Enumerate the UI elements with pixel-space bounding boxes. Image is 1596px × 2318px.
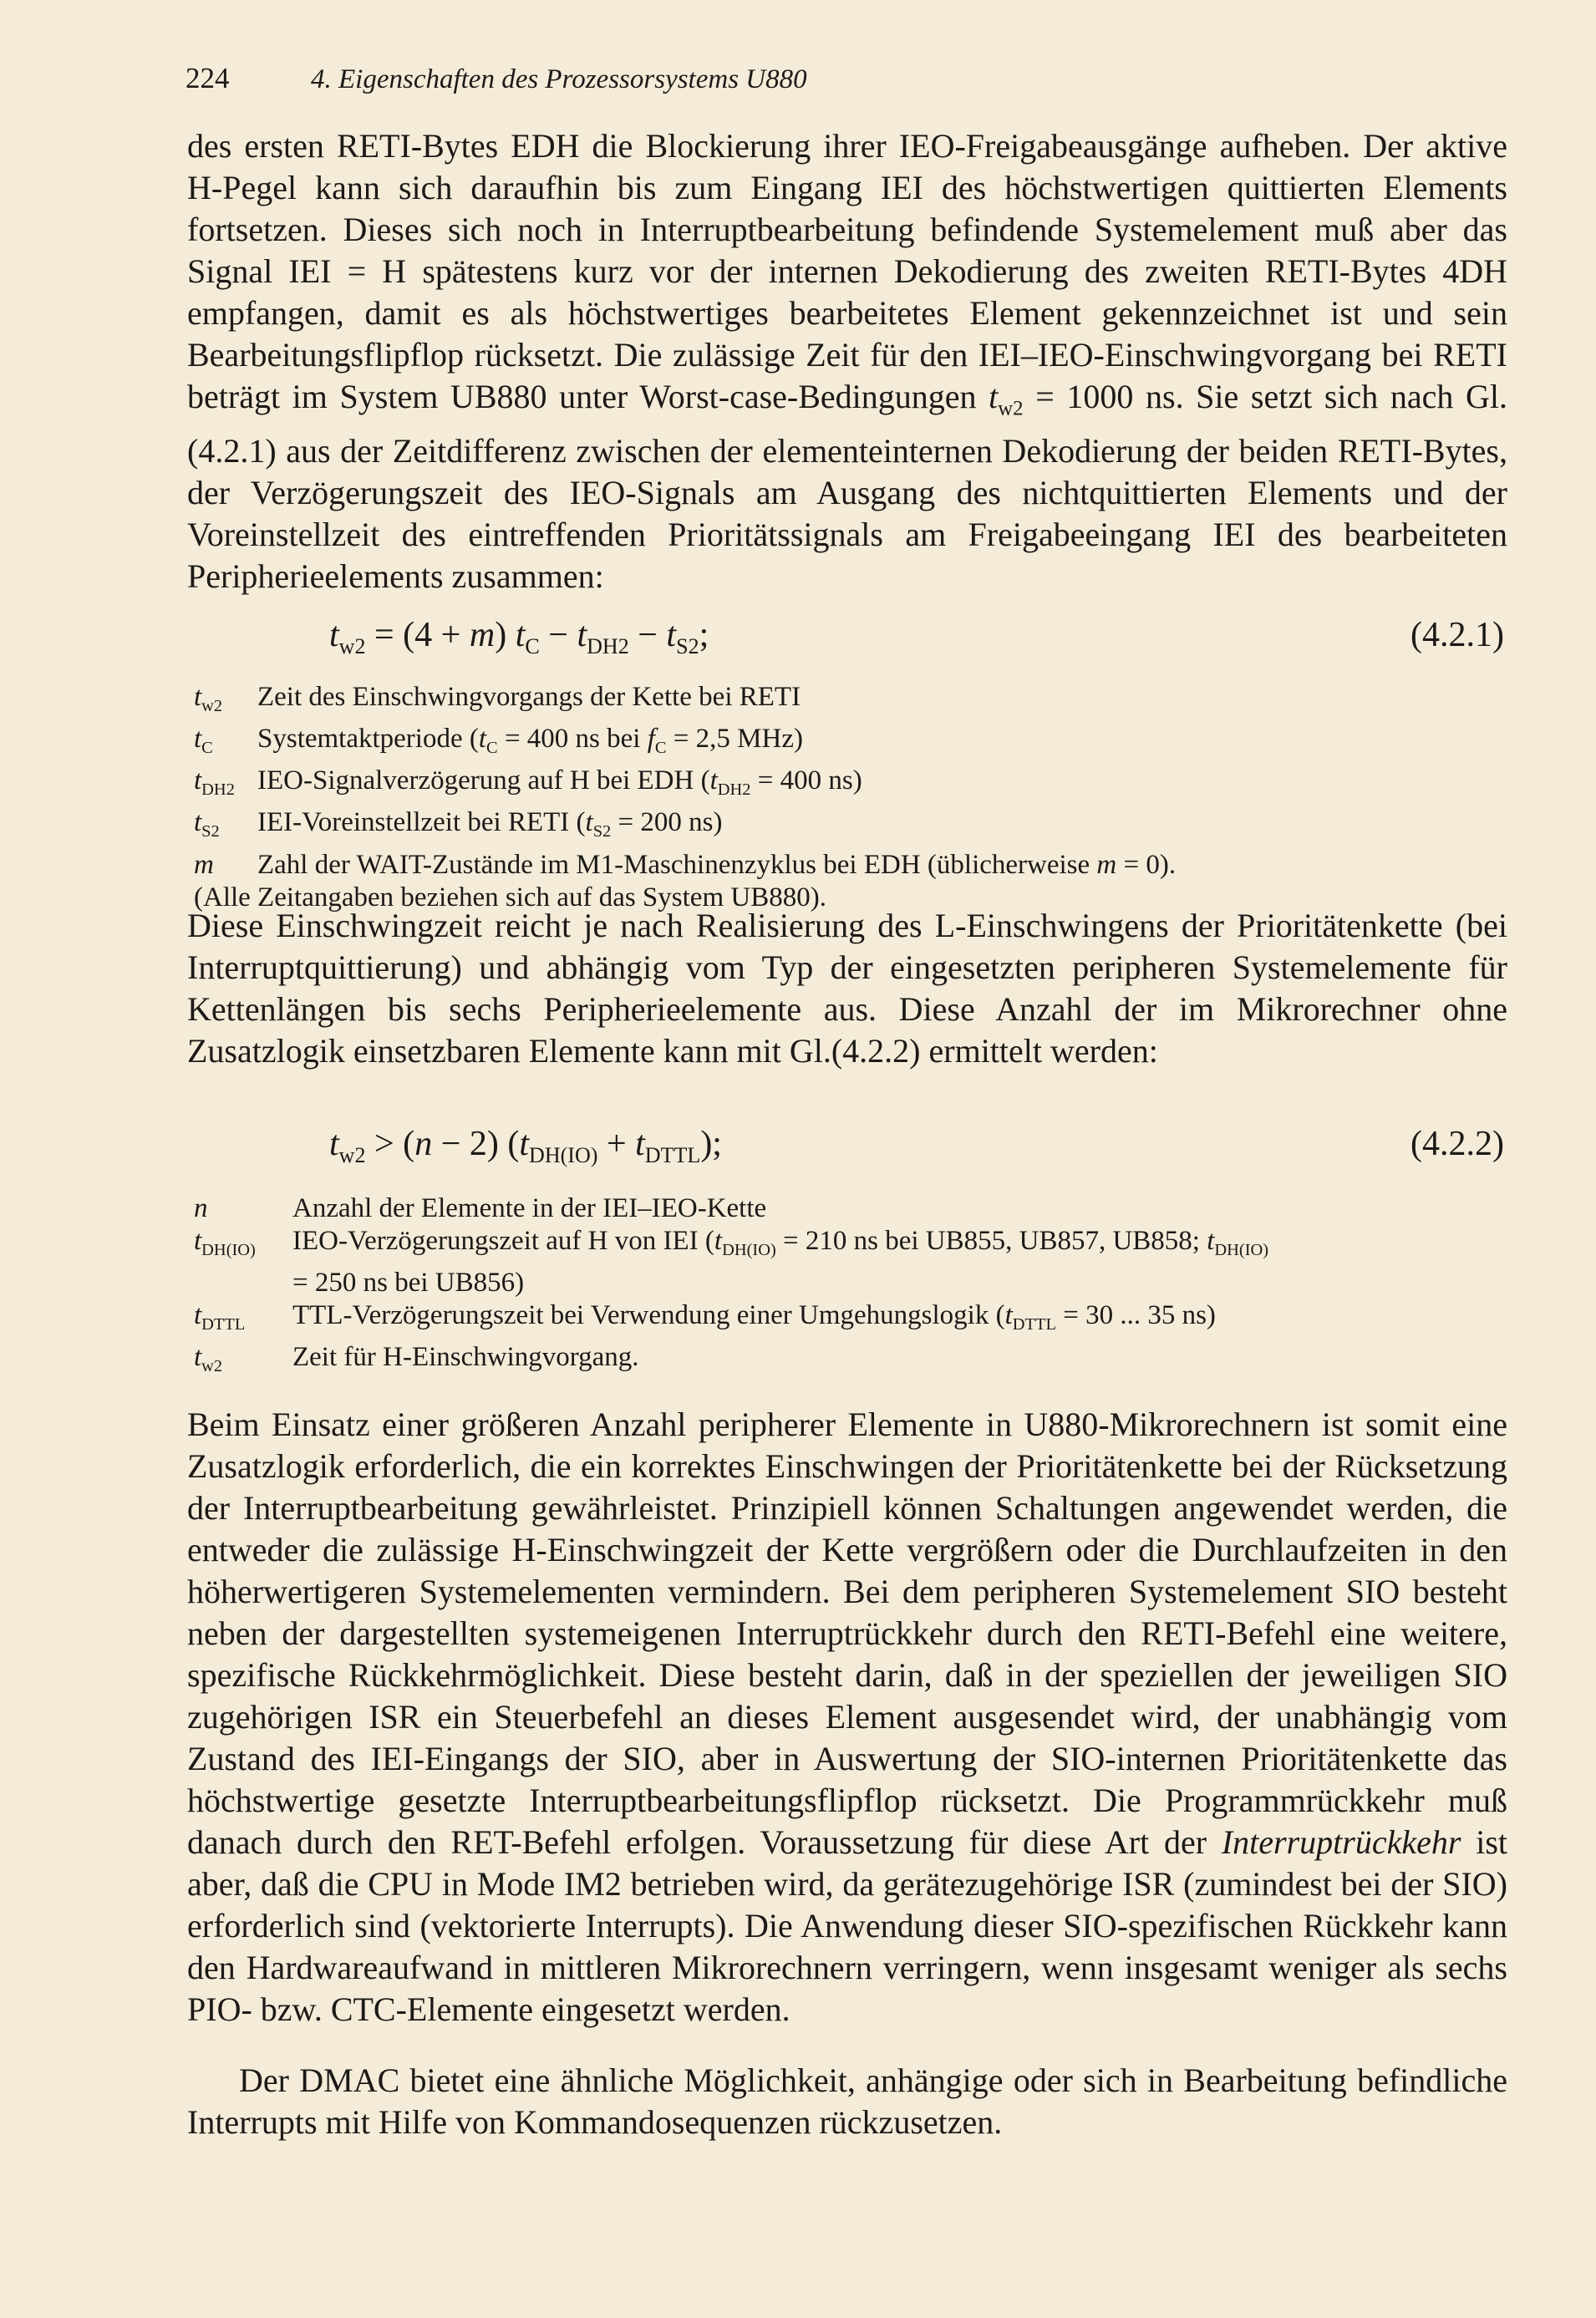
emphasis-interruptrueckkehr: Interruptrückkehr (1221, 1823, 1461, 1861)
definition-row: n Anzahl der Elemente in der IEI–IEO-Kette (194, 1193, 767, 1223)
paragraph-1: des ersten RETI-Bytes EDH die Blockierung ihrer IEO-Freigabeausgänge aufheben. Der aktive H-Pegel kann sich daraufhin bis zum Eingang IEI des höchstwertigen quittierten Elements fortsetzen. Dieses sich noch in Interruptbearbeitung befindende Systemelement muß aber das Signal IEI = H spätestens kurz vor der internen Dekodierung des zweiten RETI-Bytes 4DH empfangen, damit es als höchstwertiges bearbeitetes Element gekennzeichnet ist und sein Bearbeitungsflipflop rücksetzt. Die zulässige Zeit für den IEI–IEO-Einschwingvorgang bei RETI beträgt im System UB880 unter Worst-case-Bedingungen $t_{w2} = 1000$ ns. Sie setzt sich nach Gl.(4.2.1) aus der Zeitdifferenz zwischen der elementeinternen Dekodierung der beiden RETI-Bytes, der Verzögerungszeit des IEO-Signals am Ausgang des nichtquittierten Elements und der Voreinstellzeit des eintreffenden Prioritätssignals am Freigabeeingang IEI des bearbeiteten Peripherieelements zusammen: (187, 127, 1508, 595)
paragraph-2: Diese Einschwingzeit reicht je nach Realisierung des L-Einschwingens der Prioritätenkette (bei Interruptquittierung) und abhängig vom Typ der eingesetzten peripheren Systemelemente für Kettenlängen bis sechs Peripherieelemente aus. Diese Anzahl der im Mikrorechner ohne Zusatzlogik einsetzbaren Elemente kann mit Gl.(4.2.2) ermittelt werden: (187, 907, 1507, 1070)
running-title: 4. Eigenschaften des Prozessorsystems U880 (311, 64, 807, 94)
paragraph-4: Der DMAC bietet eine ähnliche Möglichkeit, anhängige oder sich in Bearbeitung befindliche Interrupts mit Hilfe von Kommandosequenzen rückzusetzen. (187, 2061, 1507, 2141)
paragraph-1-tail: = 1000 ns. Sie setzt sich nach Gl.(4.2.1) aus der Zeitdifferenz zwischen der elementeinternen Dekodierung der beiden RETI-Bytes, der Verzögerungszeit des IEO-Signals am Ausgang des nichtquittierten Elements und der Voreinstellzeit des eintreffenden Prioritätssignals am Freigabeeingang IEI des bearbeiteten Peripherieelements zusammen: (187, 378, 1508, 595)
page-header (186, 62, 1522, 95)
definition-row: m Zahl der WAIT-Zustände im M1-Maschinenzyklus bei EDH (üblicherweise m = 0). (194, 849, 1177, 880)
definition-row: $t_{w2}$ Zeit für H-Einschwingvorgang. (194, 1342, 639, 1376)
paragraph-3 (187, 1404, 1507, 2031)
equation-4-2-2-expression: $t_{w2} > (n - 2) (t_{DH(IO)} + t_{DTTL})$; (329, 1125, 722, 1168)
equation-number: (4.2.1) (1410, 616, 1504, 654)
symbol-list-2 (194, 1192, 1506, 1383)
equation-4-2-2 (187, 1124, 1507, 1171)
symbol-list-1 (194, 681, 1506, 914)
paragraph-1-text: des ersten RETI-Bytes EDH die Blockierung ihrer IEO-Freigabeausgänge aufheben. Der aktive H-Pegel kann sich daraufhin bis zum Eingang IEI des höchstwertigen quittierten Elements fortsetzen. Dieses sich noch in Interruptbearbeitung befindende Systemelement muß aber das Signal IEI = H spätestens kurz vor der internen Dekodierung des zweiten RETI-Bytes 4DH empfangen, damit es als höchstwertiges bearbeitetes Element gekennzeichnet ist und sein Bearbeitungsflipflop rücksetzt. Die zulässige Zeit für den IEI–IEO-Einschwingvorgang bei RETI beträgt im System UB880 unter Worst-case-Bedingungen (187, 127, 1507, 415)
paragraph-3-tail: ist aber, daß die CPU in Mode IM2 betrieben wird, da gerätezugehörige ISR (zumindest bei der SIO) erforderlich sind (vektorierte Interrupts). Die Anwendung dieser SIO-spezifischen Rückkehr kann den Hardwareaufwand in mittleren Mikrorechnern verringern, wenn insgesamt weniger als sechs PIO- bzw. CTC-Elemente eingesetzt werden. (187, 1823, 1507, 2028)
equation-4-2-1 (187, 615, 1507, 662)
page-number: 224 (186, 62, 230, 94)
definition-row: $t_C$ Systemtaktperiode ($t_C = 400$ ns bei $f_C = 2,5$ MHz) (194, 724, 803, 758)
definition-row: $t_{w2}$ Zeit des Einschwingvorgangs der Kette bei RETI (194, 682, 801, 716)
definition-row: $t_{DH2}$ IEO-Signalverzögerung auf H bei EDH ($t_{DH2} = 400$ ns) (194, 765, 862, 800)
definition-row: $t_{DTTL}$ TTL-Verzögerungszeit bei Verwendung einer Umgehungslogik ($t_{DTTL} = 30$ ... 35 ns) (194, 1300, 1216, 1334)
definition-row: $t_{S2}$ IEI-Voreinstellzeit bei RETI ($t_{S2} = 200$ ns) (194, 807, 723, 841)
equation-number: (4.2.2) (1410, 1125, 1504, 1163)
definition-note: (Alle Zeitangaben beziehen sich auf das System UB880). (194, 882, 826, 912)
paragraph-3-text: Beim Einsatz einer größeren Anzahl peripherer Elemente in U880-Mikrorechnern ist somit eine Zusatzlogik erforderlich, die ein korrektes Einschwingen der Prioritätenkette bei der Rücksetzung der Interruptbearbeitung gewährleistet. Prinzipiell können Schaltungen angewendet werden, die entweder die zulässige H-Einschwingzeit der Kette vergrößern oder die Durchlaufzeiten in den höherwertigeren Systemelementen vermindern. Bei dem peripheren Systemelement SIO besteht neben der dargestellten systemeigenen Interruptrückkehr durch den RETI-Befehl eine weitere, spezifische Rückkehrmöglichkeit. Diese besteht darin, daß in der speziellen der jeweiligen SIO zugehörigen ISR ein Steuerbefehl an dieses Element ausgesendet wird, der unabhängig vom Zustand des IEI-Eingangs der SIO, aber in Auswertung der SIO-internen Prioritätenkette das höchstwertige gesetzte Interruptbearbeitungsflipflop rücksetzt. Die Programmrückkehr muß danach durch den RET-Befehl erfolgen. Voraussetzung für diese Art der (187, 1406, 1507, 1861)
equation-4-2-1-expression: $t_{w2} = (4 + m) t_C - t_{DH2} - t_{S2}$; (329, 616, 709, 659)
definition-row: $t_{DH(IO)}$ IEO-Verzögerungszeit auf H von IEI ($t_{DH(IO)} = 210$ ns bei UB855, UB857, UB858; $t_{DH(IO)}$ = 250 ns bei UB856) (194, 1226, 1269, 1299)
